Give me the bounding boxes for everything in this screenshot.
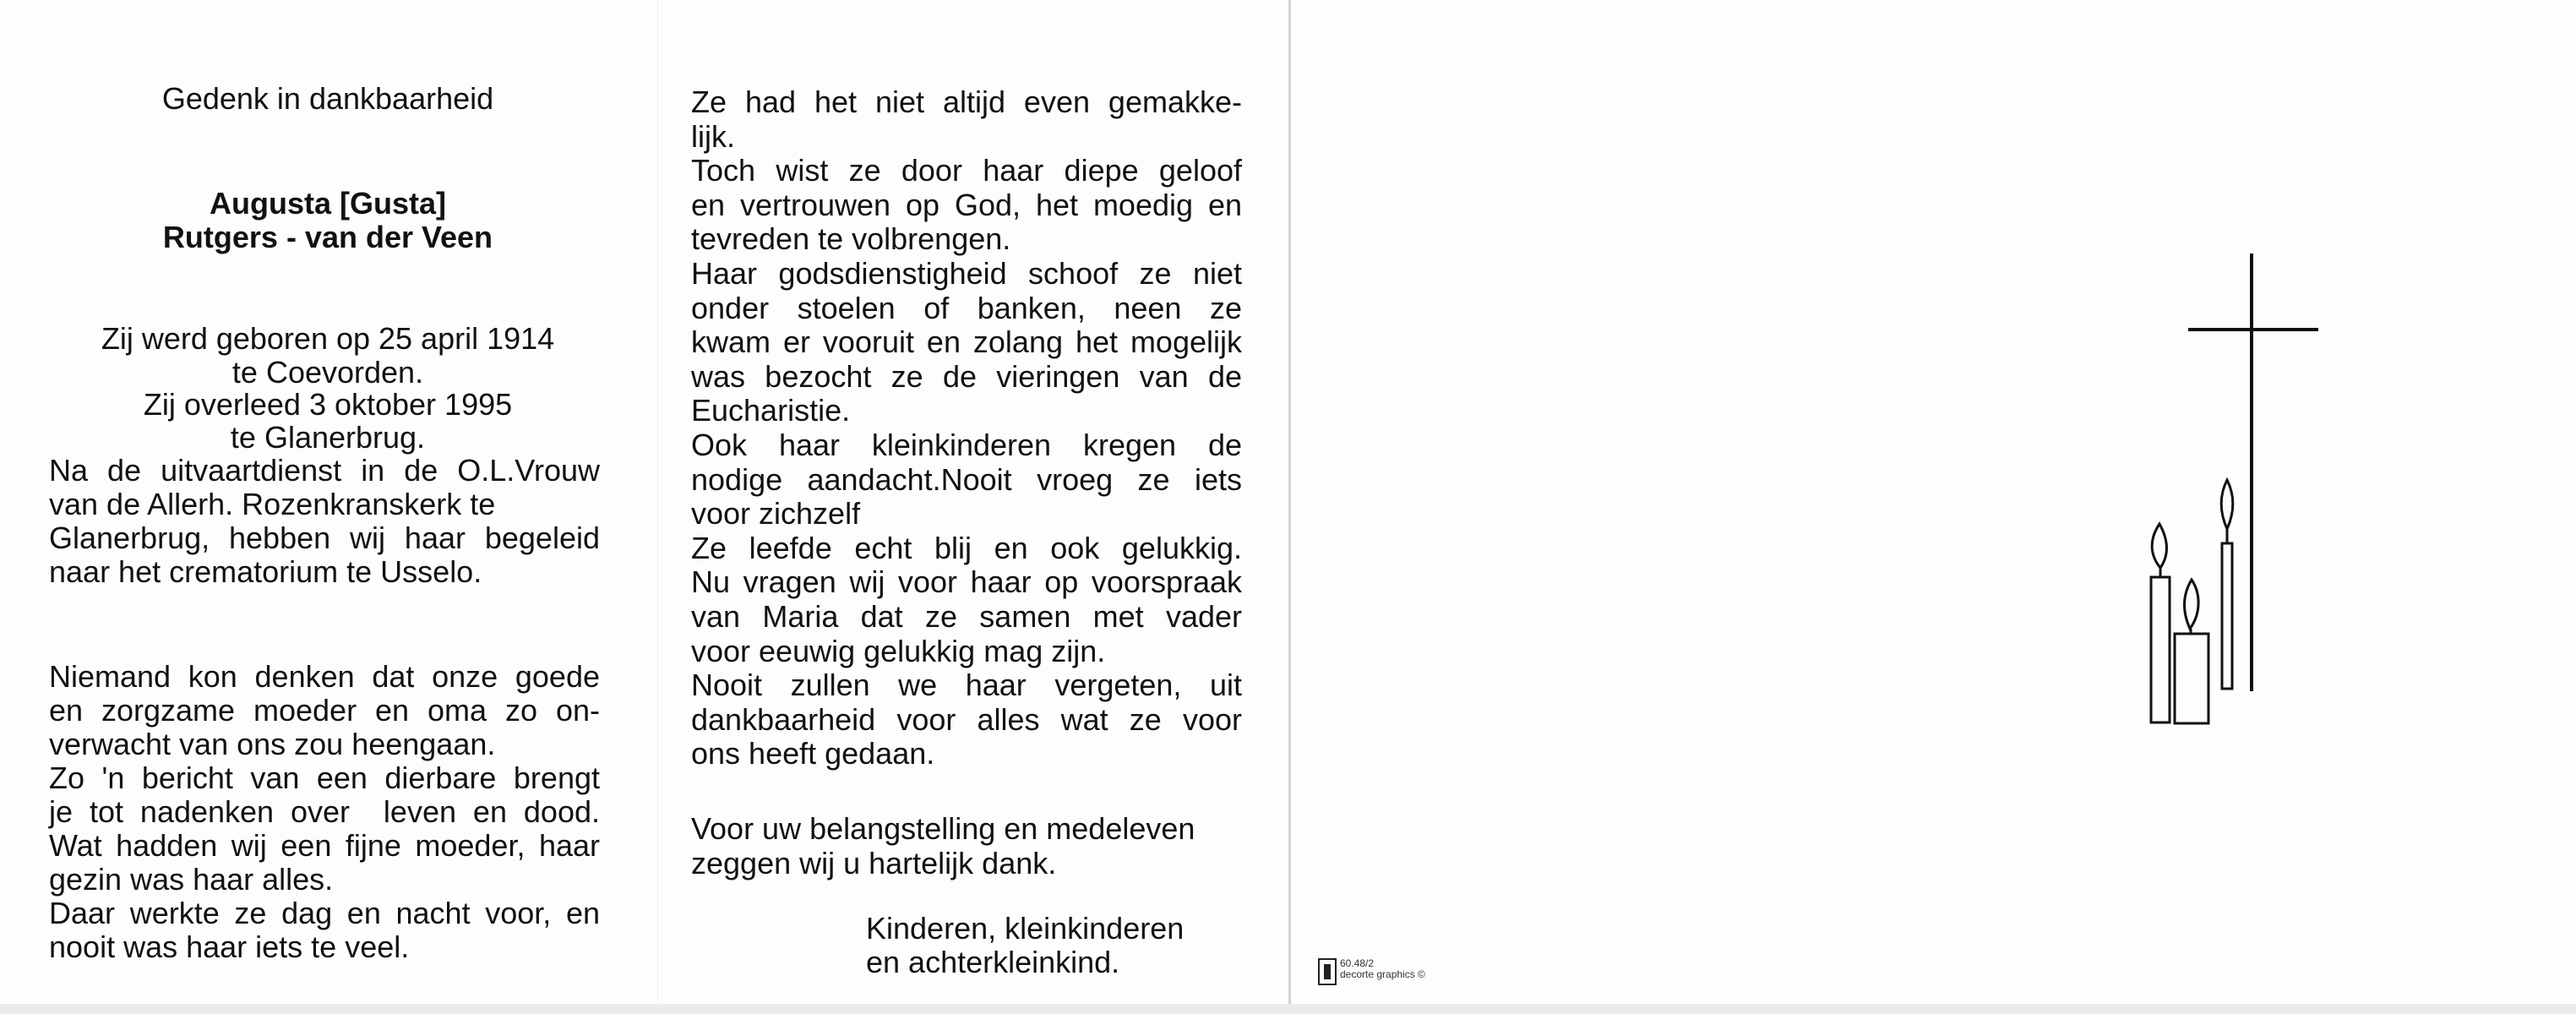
tribute-line: je tot nadenken over leven en dood. (49, 794, 600, 829)
card-heading: Gedenk in dankbaarheid (161, 81, 494, 116)
deceased-name: Augusta [Gusta] (209, 186, 446, 221)
body-line: en vertrouwen op God, het moedig en (691, 187, 1242, 222)
birth-line: Zij werd geboren op 25 april 1914 (101, 321, 555, 356)
death-place-line: te Glanerbrug. (230, 420, 426, 455)
panel-divider (657, 0, 658, 1007)
tribute-line: Zo 'n bericht van een dierbare brengt (49, 760, 600, 795)
body-line: onder stoelen of banken, neen ze (691, 290, 1242, 325)
signature-line: en achterkleinkind. (866, 945, 1120, 979)
tribute-line: Wat hadden wij een fijne moeder, haar (49, 828, 600, 863)
service-line: naar het crematorium te Usselo. (49, 554, 482, 589)
birth-place-line: te Coevorden. (231, 355, 424, 390)
body-line: Ze had het niet altijd even gemakke- (691, 84, 1242, 119)
thanks-line: zeggen wij u hartelijk dank. (691, 845, 1057, 880)
tribute-line: en zorgzame moeder en oma zo on- (49, 693, 600, 728)
body-line: Nooit zullen we haar vergeten, uit (691, 668, 1242, 703)
printer-logo (1318, 958, 1425, 985)
body-line: tevreden te volbrengen. (691, 221, 1011, 257)
tribute-line: verwacht van ons zou heengaan. (49, 727, 496, 761)
body-line: Nu vragen wij voor haar op voorspraak (691, 564, 1242, 600)
body-line: Haar godsdienstigheid schoof ze niet (691, 256, 1242, 291)
body-line: Ook haar kleinkinderen kregen de (691, 428, 1242, 462)
body-line: van Maria dat ze samen met vader (691, 599, 1242, 634)
body-line: was bezocht ze de vieringen van de (691, 358, 1242, 394)
body-line: kwam er vooruit en zolang het mogelijk (691, 324, 1242, 360)
body-line: ons heeft gedaan. (691, 736, 935, 771)
tribute-line: nooit was haar iets te veel. (49, 930, 410, 964)
body-line: voor zichzelf (691, 496, 861, 532)
tribute-line: gezin was haar alles. (49, 862, 334, 897)
cross-with-candles-icon (2138, 252, 2340, 725)
body-line: lijk. (691, 118, 735, 154)
body-line: dankbaarheid voor alles wat ze voor (691, 701, 1242, 737)
tribute-line: Niemand kon denken dat onze goede (49, 659, 600, 694)
body-line: Eucharistie. (691, 393, 851, 428)
card-fold-line (1288, 0, 1291, 1007)
printer-logo-text (1340, 958, 1425, 980)
service-line: van de Allerh. Rozenkranskerk te (49, 487, 496, 521)
thanks-line: Voor uw belangstelling en medeleven (691, 811, 1195, 846)
service-line: Glanerbrug, hebben wij haar begeleid (49, 521, 600, 555)
body-line: nodige aandacht.Nooit vroeg ze iets (691, 461, 1242, 497)
death-line: Zij overleed 3 oktober 1995 (143, 387, 513, 422)
body-line: Toch wist ze door haar diepe geloof (691, 153, 1242, 188)
printer-brand: decorte graphics © (1340, 968, 1425, 980)
deceased-full-name: Rutgers - van der Veen (162, 220, 493, 254)
printer-code: 60.48/2 (1340, 957, 1375, 969)
tribute-line: Daar werkte ze dag en nacht voor, en (49, 896, 600, 930)
body-line: voor eeuwig gelukkig mag zijn. (691, 633, 1106, 668)
body-line: Ze leefde echt blij en ook gelukkig. (691, 530, 1242, 565)
service-line: Na de uitvaartdienst in de O.L.Vrouw (49, 453, 600, 488)
printer-logo-icon (1318, 958, 1337, 985)
signature-line: Kinderen, kleinkinderen (866, 911, 1185, 946)
paper-bottom-edge (0, 1004, 2576, 1014)
